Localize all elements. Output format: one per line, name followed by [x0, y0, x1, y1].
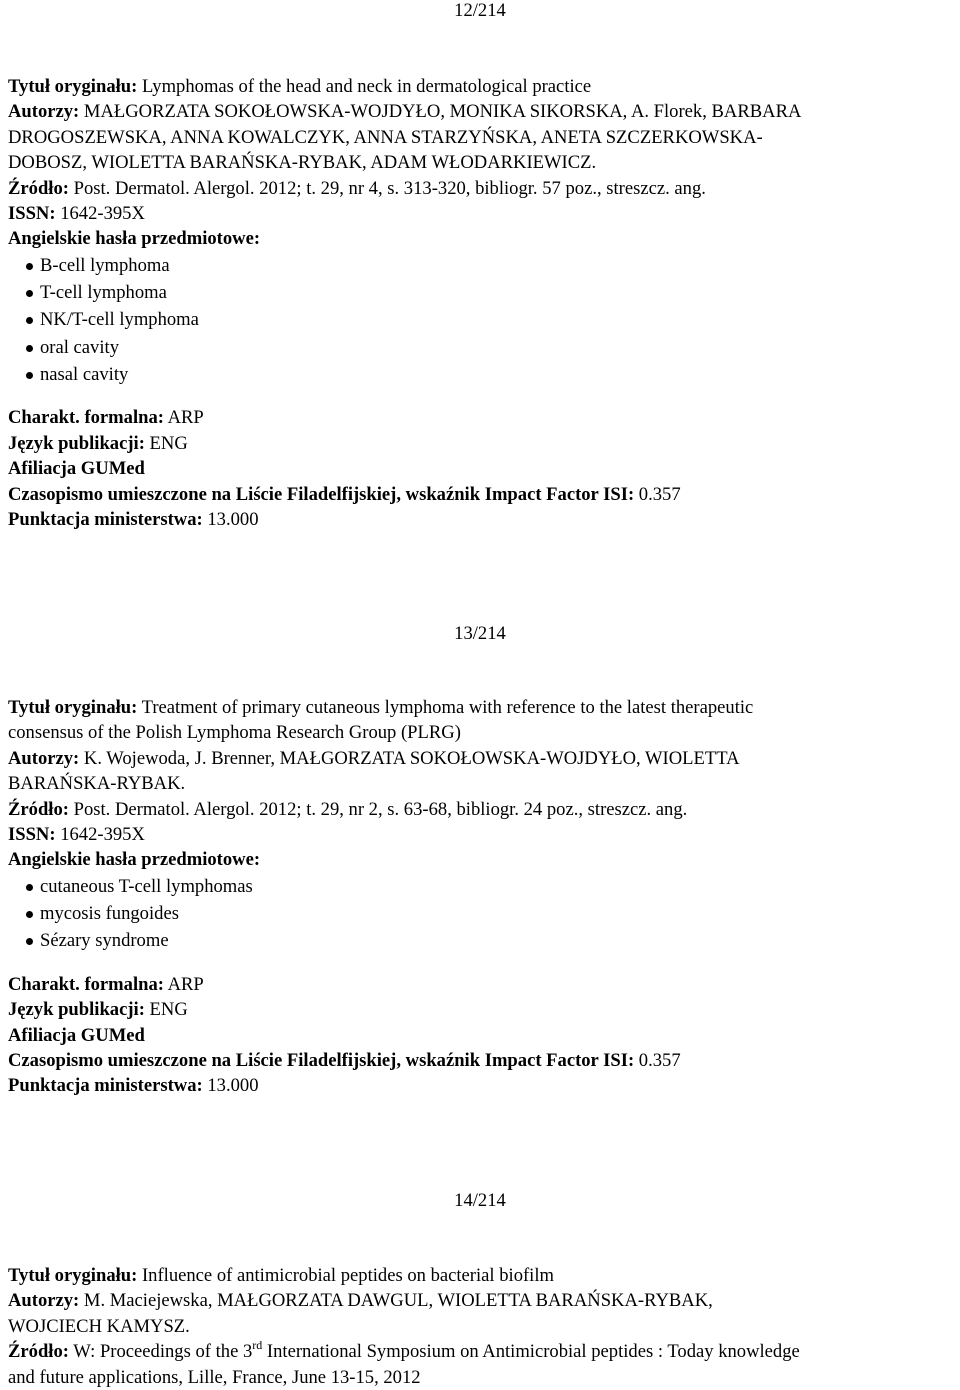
points-label: Punktacja ministerstwa: [8, 1075, 203, 1097]
impact-factor-row [8, 1048, 953, 1073]
issn-value: 1642-395X [60, 203, 145, 225]
language-label: Język publikacji: [8, 432, 145, 454]
keyword-item: mycosis fungoides [40, 900, 953, 927]
keyword-item: cutaneous T-cell lymphomas [40, 873, 953, 900]
bullet-icon [26, 317, 33, 324]
language-label: Język publikacji: [8, 999, 145, 1021]
keyword-item: T-cell lymphoma [40, 279, 953, 306]
language-row [8, 431, 953, 456]
bullet-icon [26, 884, 33, 891]
authors-label: Autorzy: [8, 1290, 80, 1312]
affiliation: Afiliacja GUMed [8, 458, 145, 480]
authors-text: K. Wojewoda, J. Brenner, MAŁGORZATA SOKOŁOWSKA-WOJDYŁO, WIOLETTA [83, 747, 740, 769]
keyword-list [8, 252, 953, 388]
title-label: Tytuł oryginału: [8, 697, 138, 718]
issn-label: ISSN: [8, 203, 56, 225]
entry-number: 14/214 [454, 1190, 506, 1211]
title-row [8, 74, 953, 99]
title-label: Tytuł oryginału: [8, 1265, 138, 1286]
bullet-icon [26, 938, 33, 945]
charakt-row [8, 972, 953, 997]
authors-continued: BARAŃSKA-RYBAK. [8, 773, 186, 795]
title-text: Influence of antimicrobial peptides on bacterial biofilm [141, 1265, 554, 1286]
authors-row [8, 1288, 953, 1313]
source-text: W: Proceedings of the 3 [73, 1341, 253, 1363]
issn-row [8, 201, 953, 226]
title-row [8, 695, 953, 720]
authors-row [8, 99, 953, 124]
title-label: Tytuł oryginału: [8, 76, 138, 97]
source-label: Źródło: [8, 798, 69, 820]
impact-factor-value: 0.357 [638, 1049, 681, 1071]
points-value: 13.000 [207, 508, 259, 530]
bibliography-entry [8, 695, 953, 1099]
bullet-icon [26, 372, 33, 379]
source-row [8, 1339, 953, 1364]
authors-continued: DOBOSZ, WIOLETTA BARAŃSKA-RYBAK, ADAM WŁODARKIEWICZ. [8, 152, 597, 174]
source-row [8, 176, 953, 201]
authors-text: MAŁGORZATA SOKOŁOWSKA-WOJDYŁO, MONIKA SIKORSKA, A. Florek, BARBARA [83, 101, 802, 123]
keyword-item: NK/T-cell lymphoma [40, 306, 953, 333]
ordinal-suffix: rd [252, 1338, 263, 1353]
authors-row [8, 746, 953, 771]
impact-factor-row [8, 482, 953, 507]
source-text: Post. Dermatol. Alergol. 2012; t. 29, nr 4, s. 313-320, bibliogr. 57 poz., streszcz. ang. [73, 177, 706, 199]
source-label: Źródło: [8, 177, 69, 199]
issn-value: 1642-395X [60, 824, 145, 846]
charakt-value: ARP [167, 973, 204, 995]
source-text-continued: International Symposium on Antimicrobial peptides : Today knowledge [262, 1341, 800, 1363]
keyword-item: Sézary syndrome [40, 927, 953, 954]
points-row [8, 507, 953, 532]
source-continued: and future applications, Lille, France, June 13-15, 2012 [8, 1366, 421, 1388]
impact-factor-value: 0.357 [638, 483, 681, 505]
keyword-item: B-cell lymphoma [40, 252, 953, 279]
affiliation: Afiliacja GUMed [8, 1024, 145, 1046]
authors-continued: WOJCIECH KAMYSZ. [8, 1315, 190, 1337]
keyword-list [8, 873, 953, 955]
issn-label: ISSN: [8, 824, 56, 846]
bullet-icon [26, 911, 33, 918]
keyword-item: nasal cavity [40, 361, 953, 388]
bullet-icon [26, 263, 33, 270]
authors-label: Autorzy: [8, 101, 80, 123]
keywords-label: Angielskie hasła przedmiotowe: [8, 228, 261, 250]
authors-label: Autorzy: [8, 747, 80, 769]
title-continued: consensus of the Polish Lymphoma Research Group (PLRG) [8, 722, 461, 744]
authors-text: M. Maciejewska, MAŁGORZATA DAWGUL, WIOLETTA BARAŃSKA-RYBAK, [83, 1290, 713, 1312]
title-text: Treatment of primary cutaneous lymphoma with reference to the latest therapeutic [141, 697, 754, 718]
authors-continued: DROGOSZEWSKA, ANNA KOWALCZYK, ANNA STARZYŃSKA, ANETA SZCZERKOWSKA- [8, 126, 763, 148]
title-text: Lymphomas of the head and neck in dermatological practice [141, 76, 592, 97]
impact-factor-label: Czasopismo umieszczone na Liście Filadelfijskiej, wskaźnik Impact Factor ISI: [8, 483, 635, 505]
language-value: ENG [149, 999, 188, 1021]
charakt-label: Charakt. formalna: [8, 407, 164, 429]
charakt-label: Charakt. formalna: [8, 973, 164, 995]
title-row [8, 1263, 953, 1288]
keywords-label: Angielskie hasła przedmiotowe: [8, 849, 261, 871]
entry-number: 13/214 [454, 623, 506, 644]
source-text: Post. Dermatol. Alergol. 2012; t. 29, nr 2, s. 63-68, bibliogr. 24 poz., streszcz. ang. [73, 798, 688, 820]
keyword-item: oral cavity [40, 334, 953, 361]
bibliography-entry [8, 74, 953, 532]
language-row [8, 997, 953, 1022]
points-label: Punktacja ministerstwa: [8, 508, 203, 530]
charakt-value: ARP [167, 407, 204, 429]
source-label: Źródło: [8, 1341, 69, 1363]
bullet-icon [26, 345, 33, 352]
issn-row [8, 822, 953, 847]
entry-number: 12/214 [454, 0, 506, 21]
source-row [8, 797, 953, 822]
points-row [8, 1073, 953, 1098]
charakt-row [8, 405, 953, 430]
bullet-icon [26, 290, 33, 297]
language-value: ENG [149, 432, 188, 454]
impact-factor-label: Czasopismo umieszczone na Liście Filadelfijskiej, wskaźnik Impact Factor ISI: [8, 1049, 635, 1071]
points-value: 13.000 [207, 1075, 259, 1097]
bibliography-entry [8, 1263, 953, 1390]
